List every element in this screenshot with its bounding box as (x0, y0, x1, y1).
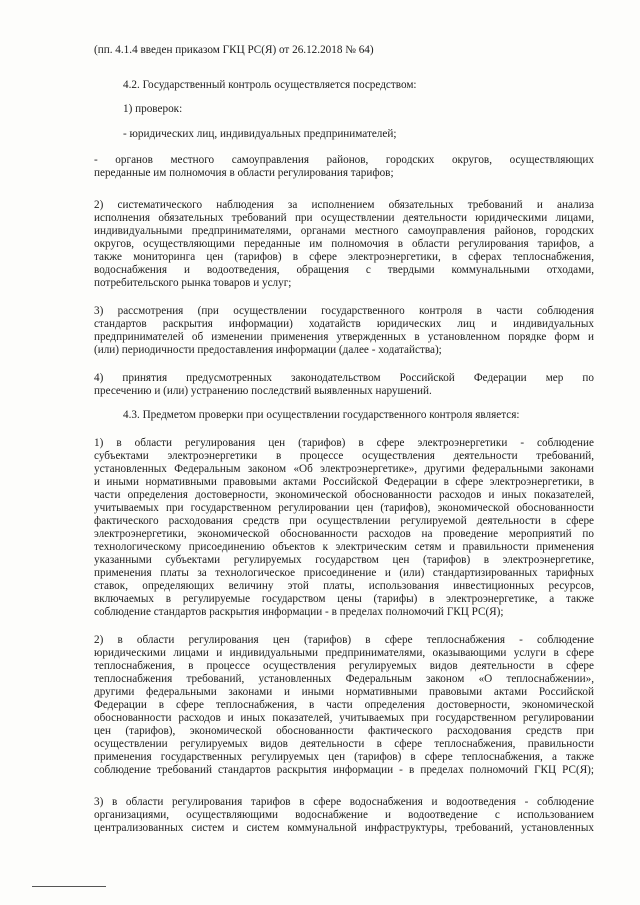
sub-1-line-10: указанными субъектами регулируемых государством цен (тарифов) в электроэнергетике, (94, 554, 594, 566)
sub-1-line-13: включаемых в регулируемые государством цены (тарифы) в электроэнергетике, а также (94, 593, 594, 605)
sub-1-line-1: 1) в области регулирования цен (тарифов) в сфере электроэнергетики - соблюдение (94, 437, 594, 449)
item-2-line-7: потребительского рынка товаров и услуг; (94, 277, 292, 289)
sub-3-line-2: организациями, осуществляющими водоснабжение и водоотведение с использованием (94, 809, 594, 821)
sub-1-line-3: установленных Федеральным законом «Об электроэнергетике», другими федеральными законами (94, 463, 594, 475)
section-4-3-heading: 4.3. Предметом проверки при осуществлении государственного контроля является: (123, 409, 520, 421)
item-3-line-4: (или) периодичности предоставления информации (далее - ходатайства); (94, 344, 442, 356)
sub-1-line-14: соблюдение стандартов раскрытия информации - в пределах полномочий ГКЦ РС(Я); (94, 606, 504, 618)
sub-1-line-11: применения платы за технологическое присоединение и (или) стандартизированных тарифных (94, 567, 594, 579)
page-bottom-rule (32, 886, 106, 887)
sub-1-line-9: технологическому присоединению объектов к электрическим сетям и правильности применения (94, 541, 594, 553)
sub-2-line-6: Федерации в сфере теплоснабжения, в части определения достоверности, экономической (94, 699, 594, 711)
item-4-line-2: пресечению и (или) устранению последствий выявленных нарушений. (94, 385, 432, 397)
sub-2-line-11: соблюдение требований стандартов раскрытия информации - в пределах полномочий ГКЦ РС(Я); (94, 764, 594, 776)
item-3-line-2: стандартов раскрытия информации) ходатайств юридических лиц и индивидуальных (94, 318, 594, 330)
sub-1-line-12: ставок, определяющих величину этой платы, использования инвестиционных ресурсов, (94, 580, 594, 592)
sub-3-line-3: централизованных систем и систем коммунальной инфраструктуры, требований, установленных (94, 822, 594, 834)
sub-3-line-1: 3) в области регулирования тарифов в сфере водоснабжения и водоотведения - соблюдение (94, 796, 594, 808)
amendment-note: (пп. 4.1.4 введен приказом ГКЦ РС(Я) от 26.12.2018 № 64) (94, 44, 374, 56)
sub-1-line-4: и иными нормативными правовыми актами Российской Федерации в сфере электроэнергетики, в (94, 476, 594, 488)
sub-2-line-8: цен (тарифов), экономической обоснованности фактического расходования средств при (94, 725, 594, 737)
item-1-local-authorities-line-2: переданные им полномочия в области регулирования тарифов; (94, 167, 394, 179)
item-2-line-5: также мониторинга цен (тарифов) в сфере электроэнергетики, в сферах теплоснабжения, (94, 251, 594, 263)
sub-2-line-4: теплоснабжения требований, установленных Федеральным законом «О теплоснабжении», (94, 673, 594, 685)
item-2-line-2: исполнения обязательных требований при осуществлении деятельности юридическими лицами, (94, 212, 594, 224)
item-2-line-6: водоснабжения и водоотведения, обращения с твердыми коммунальными отходами, (94, 264, 594, 276)
sub-1-line-5: части определения достоверности, экономической обоснованности расходов и иных показателей, (94, 489, 594, 501)
sub-2-line-5: другими федеральными законами и иными нормативными правовыми актами Российской (94, 686, 594, 698)
item-1-inspections: 1) проверок: (123, 103, 183, 115)
sub-2-line-7: обоснованности расходов и иных показателей, учитываемых при государственном регулировании (94, 712, 594, 724)
item-3-line-3: предпринимателей об изменении применения утвержденных в установленном порядке форм и (94, 331, 594, 343)
sub-2-line-1: 2) в области регулирования цен (тарифов) в сфере теплоснабжения - соблюдение (94, 634, 594, 646)
sub-2-line-3: теплоснабжения, в процессе осуществления регулируемых видов деятельности в сфере (94, 660, 594, 672)
item-2-line-3: индивидуальными предпринимателями, органами местного самоуправления районов, городских (94, 225, 594, 237)
section-4-2-heading: 4.2. Государственный контроль осуществляется посредством: (123, 79, 417, 91)
sub-1-line-7: фактического расходования средств при осуществлении регулируемой деятельности в сфере (94, 515, 594, 527)
sub-1-line-2: субъектами электроэнергетики в процессе осуществления деятельности требований, (94, 450, 594, 462)
item-1-legal-entities: - юридических лиц, индивидуальных предпринимателей; (123, 128, 397, 140)
sub-2-line-9: осуществлении регулируемых видов деятельности в сфере теплоснабжения, правильности (94, 738, 594, 750)
sub-1-line-8: электроэнергетики, экономической обоснованности расходов на проведение мероприятий по (94, 528, 594, 540)
sub-2-line-10: применения государственных регулируемых цен (тарифов) в сфере теплоснабжения, а также (94, 751, 594, 763)
sub-1-line-6: учитываемых при государственном регулировании цен (тарифов), экономической обоснованности (94, 502, 594, 514)
item-4-line-1: 4) принятия предусмотренных законодательством Российской Федерации мер по (94, 372, 594, 384)
item-3-line-1: 3) рассмотрения (при осуществлении государственного контроля в части соблюдения (94, 305, 594, 317)
sub-2-line-2: юридическими лицами и индивидуальными предпринимателями, оказывающими услуги в сфере (94, 647, 594, 659)
item-2-line-4: округов, осуществляющими переданные им полномочия в области регулирования тарифов, а (94, 238, 594, 250)
item-1-local-authorities-line-1: - органов местного самоуправления районов, городских округов, осуществляющих (94, 154, 594, 166)
item-2-line-1: 2) систематического наблюдения за исполнением обязательных требований и анализа (94, 199, 594, 211)
